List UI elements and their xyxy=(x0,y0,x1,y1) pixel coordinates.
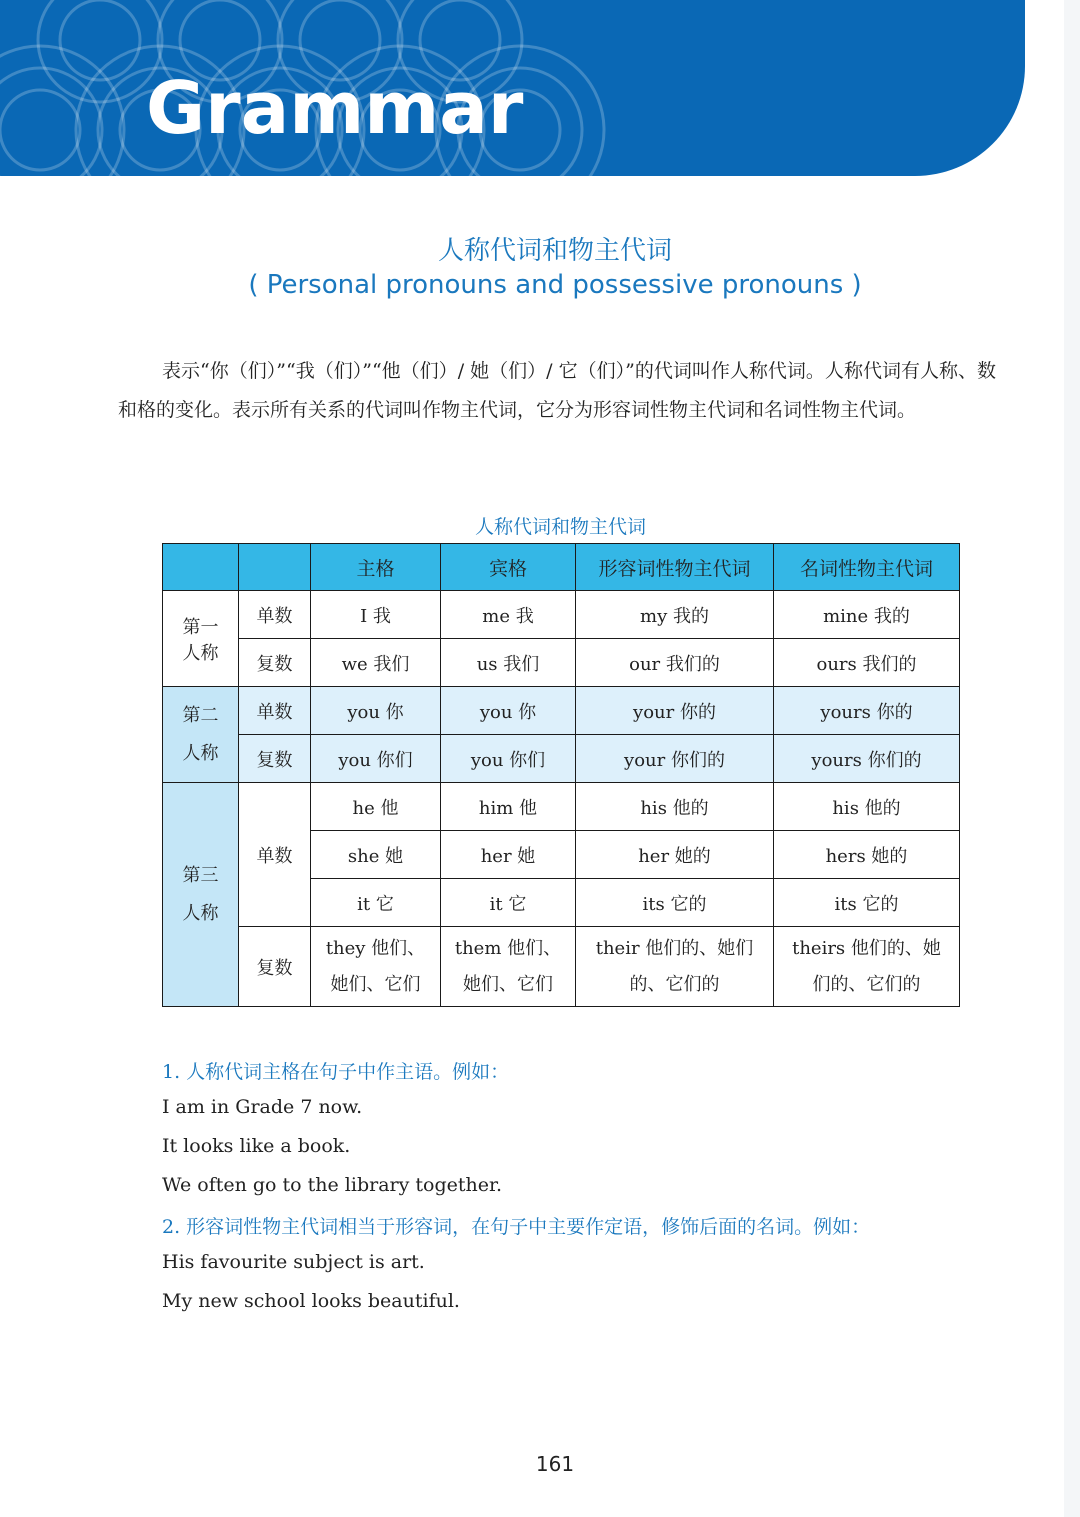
table-row xyxy=(163,639,960,687)
table-row xyxy=(163,783,960,831)
table-cell: it 它 xyxy=(311,879,441,927)
table-row xyxy=(163,591,960,639)
cell-line: 的、它们的 xyxy=(629,973,720,995)
table-cell: I 我 xyxy=(311,591,441,639)
table-cell: your 你的 xyxy=(576,687,774,735)
table-cell: she 她 xyxy=(311,831,441,879)
table-cell xyxy=(441,927,576,1007)
person-label-line: 第三 xyxy=(182,864,219,886)
table-cell: 复数 xyxy=(239,639,311,687)
person-label-third xyxy=(163,783,239,1007)
header-banner xyxy=(0,0,1025,176)
example-sentence: We often go to the library together. xyxy=(162,1174,503,1196)
header-cell: 主格 xyxy=(311,544,441,591)
number-label-singular: 单数 xyxy=(239,783,311,927)
table-cell xyxy=(576,927,774,1007)
table-cell: her 她 xyxy=(441,831,576,879)
person-label-line: 第二 xyxy=(182,704,219,726)
cell-line: 们的、它们的 xyxy=(812,973,921,995)
table-cell: it 它 xyxy=(441,879,576,927)
table-row xyxy=(163,927,960,1007)
table-cell: we 我们 xyxy=(311,639,441,687)
table-cell: you 你 xyxy=(311,687,441,735)
table-cell: 单数 xyxy=(239,591,311,639)
table-cell: your 你们的 xyxy=(576,735,774,783)
table-cell: 单数 xyxy=(239,687,311,735)
table-cell: you 你们 xyxy=(441,735,576,783)
table-cell xyxy=(311,927,441,1007)
section-title-chinese: 人称代词和物主代词 xyxy=(437,236,672,266)
header-cell xyxy=(239,544,311,591)
table-row xyxy=(163,735,960,783)
table-cell: yours 你的 xyxy=(774,687,960,735)
table-row xyxy=(163,687,960,735)
header-cell: 宾格 xyxy=(441,544,576,591)
person-label-line: 第一 xyxy=(182,616,219,638)
person-label-line: 人称 xyxy=(182,642,219,664)
header-cell xyxy=(163,544,239,591)
table-cell: me 我 xyxy=(441,591,576,639)
example-sentence: My new school looks beautiful. xyxy=(162,1290,460,1312)
cell-line: their 他们的、她们 xyxy=(595,937,754,959)
example-sentence: His favourite subject is art. xyxy=(162,1251,425,1273)
banner-title: Grammar xyxy=(146,66,524,150)
table-cell: you 你 xyxy=(441,687,576,735)
example-sentence: It looks like a book. xyxy=(162,1135,351,1157)
table-cell: hers 她的 xyxy=(774,831,960,879)
table-cell: our 我们的 xyxy=(576,639,774,687)
person-label-second xyxy=(163,687,239,783)
cell-line: theirs 他们的、她 xyxy=(792,937,941,959)
person-label-line: 人称 xyxy=(182,742,219,764)
cell-line: 她们、它们 xyxy=(330,973,421,995)
table-cell xyxy=(774,927,960,1007)
rule-heading-2: 2. 形容词性物主代词相当于形容词，在句子中主要作定语，修饰后面的名词。例如： xyxy=(162,1216,871,1238)
table-cell: he 他 xyxy=(311,783,441,831)
cell-line: they 他们、 xyxy=(325,937,426,959)
table-cell: its 它的 xyxy=(774,879,960,927)
table-cell: my 我的 xyxy=(576,591,774,639)
rule-heading-1: 1. 人称代词主格在句子中作主语。例如： xyxy=(162,1061,510,1083)
header-cell: 名词性物主代词 xyxy=(774,544,960,591)
section-title-english: ( Personal pronouns and possessive pronouns ) xyxy=(248,270,862,300)
table-cell: ours 我们的 xyxy=(774,639,960,687)
header-cell: 形容词性物主代词 xyxy=(576,544,774,591)
table-cell: yours 你们的 xyxy=(774,735,960,783)
number-label-plural: 复数 xyxy=(239,927,311,1007)
table-cell: its 它的 xyxy=(576,879,774,927)
table-cell: his 他的 xyxy=(774,783,960,831)
person-label-line: 人称 xyxy=(182,902,219,924)
pronoun-table xyxy=(162,543,960,1007)
page-edge-shade xyxy=(1064,0,1080,1517)
intro-paragraph: 表示“你（们）”“我（们）”“他（们）/ 她（们）/ 它（们）”的代词叫作人称代词。人称代词有人称、数和格的变化。表示所有关系的代词叫作物主代词，它分为形容词性物主代词和名词性物主代词。 xyxy=(118,360,996,421)
table-cell: his 他的 xyxy=(576,783,774,831)
table-cell: him 他 xyxy=(441,783,576,831)
table-cell: mine 我的 xyxy=(774,591,960,639)
table-cell: you 你们 xyxy=(311,735,441,783)
cell-line: 她们、它们 xyxy=(463,973,553,995)
page-number: 161 xyxy=(535,1452,575,1476)
cell-line: them 他们、 xyxy=(454,937,562,959)
table-cell: us 我们 xyxy=(441,639,576,687)
person-label-first xyxy=(163,591,239,687)
table-cell: her 她的 xyxy=(576,831,774,879)
example-sentence: I am in Grade 7 now. xyxy=(162,1096,363,1118)
table-header-row xyxy=(163,544,960,591)
table-cell: 复数 xyxy=(239,735,311,783)
table-caption: 人称代词和物主代词 xyxy=(474,516,646,538)
